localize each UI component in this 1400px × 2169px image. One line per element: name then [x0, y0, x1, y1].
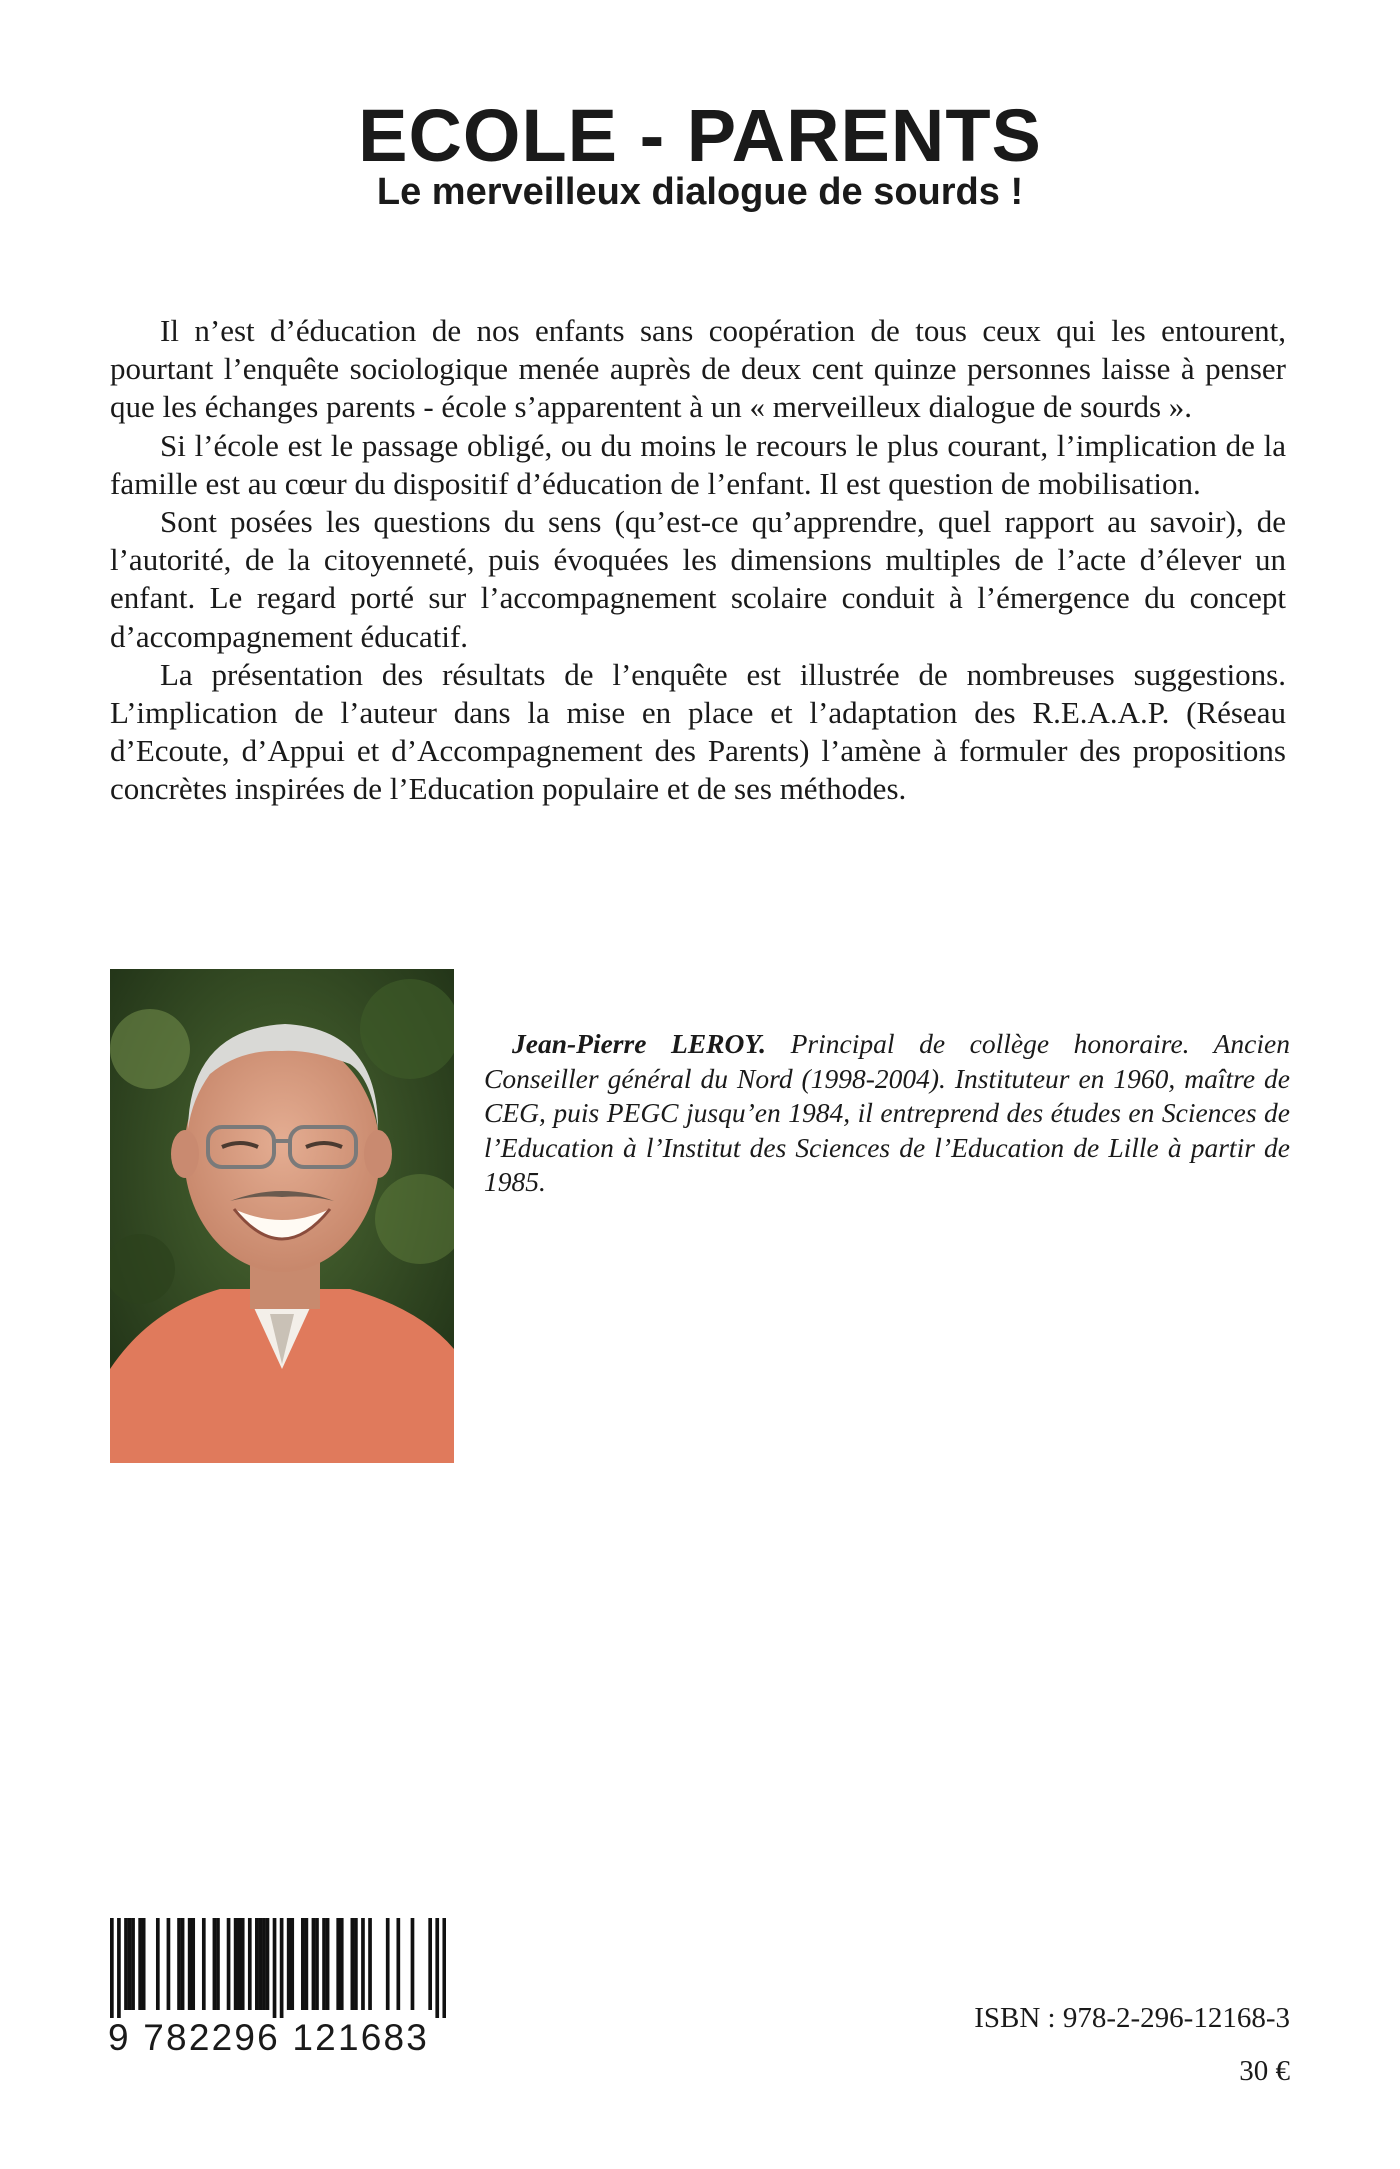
barcode-bar	[411, 1918, 415, 2010]
barcode-bar	[273, 1918, 277, 2018]
barcode-digits: 9 782296 121683	[108, 2017, 430, 2058]
barcode-bar	[442, 1918, 446, 2018]
barcode-bar	[386, 1918, 390, 2010]
barcode-bar	[340, 1918, 344, 2010]
barcode-bar	[202, 1918, 206, 2010]
barcode-bar	[188, 1918, 192, 2010]
author-name: Jean-Pierre LEROY.	[512, 1028, 766, 1059]
barcode-bar	[287, 1918, 291, 2010]
author-bio	[484, 1027, 1290, 1200]
barcode-bar	[280, 1918, 284, 2018]
barcode-bar	[248, 1918, 252, 2010]
barcode-bar	[354, 1918, 358, 2010]
barcode-bar	[368, 1918, 372, 2010]
barcode-bar	[216, 1918, 220, 2010]
summary-paragraph: Si l’école est le passage obligé, ou du moins le recours le plus courant, l’implication de la famille est au cœur du dispositif d’éducation de l’enfant. Il est question de mobilisation.	[110, 427, 1286, 501]
barcode-bar	[177, 1918, 181, 2010]
barcode-bar	[128, 1918, 132, 2010]
barcode-bar	[241, 1918, 245, 2010]
barcode-bar	[301, 1918, 305, 2010]
barcode-bar	[156, 1918, 160, 2010]
barcode-bar	[428, 1918, 432, 2010]
barcode-bar	[351, 1918, 355, 2010]
barcode-bar	[213, 1918, 217, 2010]
author-photo	[110, 969, 454, 1463]
barcode-bar	[336, 1918, 340, 2010]
barcode-bar	[227, 1918, 231, 2010]
author-portrait-icon	[110, 969, 454, 1463]
price: 30 €	[1239, 2055, 1290, 2087]
barcode-bar	[266, 1918, 270, 2010]
barcode-bar	[262, 1918, 266, 2010]
barcode-bar	[259, 1918, 263, 2010]
barcode-bar	[305, 1918, 309, 2010]
author-bio-text: Principal de collège honoraire. Ancien Conseiller général du Nord (1998-2004). Instituteur en 1960, maître de CEG, puis PEGC jusqu’en 1984, il entreprend des études en Sciences de l’Education à l’Institut des Sciences de l’Education de Lille à partir de 1985.	[484, 1028, 1290, 1197]
barcode-bar	[131, 1918, 135, 2010]
summary-text	[110, 312, 1286, 809]
barcode-bar	[234, 1918, 238, 2010]
barcode-bar	[396, 1918, 400, 2010]
isbn: ISBN : 978-2-296-12168-3	[974, 2002, 1290, 2034]
barcode-bar	[117, 1918, 121, 2018]
barcode-bar	[255, 1918, 259, 2010]
summary-paragraph: Sont posées les questions du sens (qu’est-ce qu’apprendre, quel rapport au savoir), de l’autorité, de la citoyenneté, puis évoquées les dimensions multiples de l’acte d’élever un enfant. Le regard porté sur l’accompagnement scolaire conduit à l’émergence du concept d’accompagnement éducatif.	[110, 504, 1286, 654]
barcode-bar	[290, 1918, 294, 2010]
barcode-bar	[326, 1918, 330, 2010]
barcode-bar	[167, 1918, 171, 2010]
barcode-bar	[191, 1918, 195, 2010]
barcode-bar	[322, 1918, 326, 2010]
barcode-bar	[312, 1918, 316, 2010]
barcode-bar	[237, 1918, 241, 2010]
barcode-bar	[181, 1918, 185, 2010]
book-subtitle: Le merveilleux dialogue de sourds !	[376, 171, 1024, 213]
book-title: ECOLE - PARENTS	[358, 94, 1042, 177]
barcode-bar	[138, 1918, 142, 2010]
barcode-bar	[142, 1918, 146, 2010]
barcode-bar	[124, 1918, 128, 2010]
barcode-bar	[361, 1918, 365, 2010]
barcode	[110, 1918, 446, 2018]
summary-paragraph: La présentation des résultats de l’enquête est illustrée de nombreuses suggestions. L’implication de l’auteur dans la mise en place et l’adaptation des R.E.A.A.P. (Réseau d’Ecoute, d’Appui et d’Accompagnement des Parents) l’amène à formuler des propositions concrètes inspirées de l’Education populaire et de ses méthodes.	[110, 656, 1286, 807]
summary-paragraph: Il n’est d’éducation de nos enfants sans coopération de tous ceux qui les entourent, pourtant l’enquête sociologique menée auprès de deux cent quinze personnes laisse à penser que les échanges parents - école s’apparentent à un « merveilleux dialogue de sourds ».	[110, 313, 1286, 425]
barcode-bar	[315, 1918, 319, 2010]
barcode-bar	[110, 1918, 114, 2018]
barcode-bar	[435, 1918, 439, 2018]
